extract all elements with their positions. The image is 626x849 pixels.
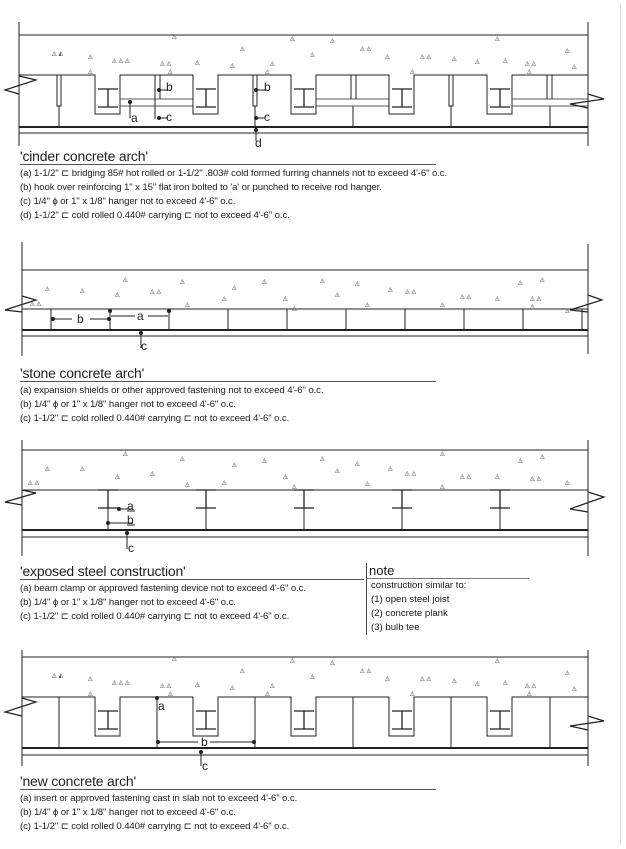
- legend-item-b: (b) 1/4" ϕ or 1" x 1/8" hanger not to exceed 4'-6" o.c.: [20, 807, 236, 818]
- svg-text:◬: ◬: [320, 277, 325, 284]
- cinder-concrete-arch-drawing: [0, 20, 626, 150]
- svg-text:◬: ◬: [540, 276, 545, 283]
- svg-text:◬: ◬: [503, 57, 508, 64]
- svg-text:◬: ◬: [320, 455, 325, 462]
- svg-text:◬: ◬: [388, 286, 393, 293]
- svg-text:◬: ◬: [518, 279, 523, 286]
- svg-text:◬: ◬: [388, 465, 393, 472]
- svg-text:◬ ◬: ◬ ◬: [525, 60, 537, 67]
- callout-b: b: [264, 80, 271, 94]
- stone-concrete-arch-drawing: [0, 240, 626, 360]
- note-item: (1) open steel joist: [366, 593, 529, 607]
- legend-item-b: (b) hook over reinforcing 1" x 15" flat iron bolted to 'a' or punched to receive rod hanger.: [20, 182, 382, 193]
- svg-text:◬ ◬: ◬ ◬: [360, 45, 372, 52]
- svg-text:◬: ◬: [230, 684, 235, 691]
- svg-text:◬: ◬: [232, 461, 237, 468]
- svg-text:◬: ◬: [440, 483, 445, 490]
- svg-text:◬: ◬: [530, 303, 535, 310]
- svg-text:◬: ◬: [440, 301, 445, 308]
- svg-text:◬: ◬: [310, 673, 315, 680]
- svg-text:◬: ◬: [180, 278, 185, 285]
- callout-c: c: [202, 759, 208, 773]
- cinder-concrete-arch-legend: [20, 148, 447, 223]
- svg-text:◬: ◬: [495, 295, 500, 302]
- callout-a: a: [137, 309, 144, 323]
- svg-text:◬ ◬: ◬ ◬: [405, 470, 417, 477]
- svg-text:◬: ◬: [270, 60, 275, 67]
- svg-text:◬: ◬: [440, 450, 445, 457]
- svg-text:◬: ◬: [45, 465, 50, 472]
- svg-text:◬: ◬: [290, 657, 295, 664]
- svg-text:◬: ◬: [45, 285, 50, 292]
- svg-text:◬: ◬: [172, 33, 177, 40]
- svg-text:◬: ◬: [222, 479, 227, 486]
- svg-text:◬: ◬: [262, 278, 267, 285]
- section-title: 'new concrete arch': [20, 773, 436, 790]
- svg-text:◬ ◬: ◬ ◬: [460, 293, 472, 300]
- svg-text:◬ ◬: ◬ ◬: [525, 682, 537, 689]
- legend-item-c: (c) 1/4" ϕ or 1" x 1/8" hanger not to exceed 4'-6" o.c.: [20, 196, 236, 207]
- legend-item-a: (a) expansion shields or other approved fastening not to exceed 4'-6" o.c.: [20, 385, 324, 396]
- svg-text:◬: ◬: [495, 473, 500, 480]
- callout-b: b: [166, 80, 173, 94]
- svg-text:◬ ◬: ◬ ◬: [160, 682, 172, 689]
- svg-text:◬: ◬: [565, 669, 570, 676]
- svg-text:◬: ◬: [88, 68, 93, 75]
- legend-item-a: (a) beam clamp or approved fastening device not to exceed 4'-6" o.c.: [20, 583, 306, 594]
- exposed-steel-construction-drawing: [0, 436, 626, 560]
- svg-text:◬: ◬: [335, 467, 340, 474]
- legend-item-c: (c) 1-1/2" ⊏ cold rolled 0.440# carrying ⊏ not to exceed 4'-6" o.c.: [20, 611, 290, 622]
- svg-text:◬: ◬: [168, 690, 173, 697]
- svg-text:◬: ◬: [565, 47, 570, 54]
- legend-item-a: (a) insert or approved fastening cast in slab not to exceed 4'-6" o.c.: [20, 793, 298, 804]
- callout-c: c: [166, 110, 172, 124]
- svg-text:◬: ◬: [527, 690, 532, 697]
- svg-text:◬ ◬: ◬ ◬: [460, 473, 472, 480]
- svg-text:◬ ◬: ◬ ◬: [530, 295, 542, 302]
- svg-text:◬: ◬: [495, 35, 500, 42]
- svg-text:◬: ◬: [185, 301, 190, 308]
- svg-text:◬: ◬: [80, 465, 85, 472]
- svg-text:◬ ◬: ◬ ◬: [28, 479, 40, 486]
- svg-text:◬: ◬: [88, 675, 93, 682]
- section-title: 'cinder concrete arch': [20, 148, 436, 165]
- exposed-steel-construction-legend: [20, 563, 364, 624]
- svg-text:◬: ◬: [88, 690, 93, 697]
- svg-text:◬ ◬: ◬ ◬: [160, 60, 172, 67]
- callout-c: c: [264, 110, 270, 124]
- stone-concrete-arch-legend: [20, 365, 436, 426]
- svg-text:◬: ◬: [168, 68, 173, 75]
- svg-text:◬: ◬: [335, 291, 340, 298]
- callout-c: c: [141, 339, 147, 353]
- svg-text:◬ ◬ ◬: ◬ ◬ ◬: [112, 57, 130, 64]
- note-title: note: [366, 563, 529, 579]
- svg-text:◬ ◬ ◬: ◬ ◬ ◬: [112, 679, 130, 686]
- svg-text:◬: ◬: [265, 68, 270, 75]
- svg-text:◬: ◬: [540, 453, 545, 460]
- svg-text:◬: ◬: [123, 450, 128, 457]
- svg-text:◬: ◬: [452, 55, 457, 62]
- svg-text:◬: ◬: [80, 287, 85, 294]
- callout-b: b: [201, 735, 208, 749]
- svg-text:◬: ◬: [172, 655, 177, 662]
- svg-text:◬: ◬: [385, 675, 390, 682]
- legend-item-d: (d) 1-1/2" ⊏ cold rolled 0.440# carrying ⊏ not to exceed 4'-6" o.c.: [20, 210, 290, 221]
- legend-item-c: (c) 1-1/2" ⊏ cold rolled 0.440# carrying ⊏ not to exceed 4'-6" o.c.: [20, 821, 290, 832]
- section-title: 'stone concrete arch': [20, 365, 436, 382]
- svg-text:◬: ◬: [292, 483, 297, 490]
- callout-a: a: [127, 499, 134, 513]
- callout-a: a: [158, 699, 165, 713]
- svg-text:◬: ◬: [262, 457, 267, 464]
- svg-text:◬: ◬: [572, 63, 577, 70]
- svg-text:◬: ◬: [88, 53, 93, 60]
- svg-text:◬: ◬: [410, 690, 415, 697]
- svg-text:◬ ◬: ◬ ◬: [420, 675, 432, 682]
- svg-text:◬: ◬: [355, 280, 360, 287]
- callout-c: c: [128, 541, 134, 555]
- svg-text:◬: ◬: [292, 305, 297, 312]
- svg-text:◬ ◬: ◬ ◬: [530, 475, 542, 482]
- svg-text:◬: ◬: [240, 667, 245, 674]
- svg-text:◬: ◬: [518, 457, 523, 464]
- svg-text:◬: ◬: [283, 473, 288, 480]
- svg-text:◬: ◬: [330, 659, 335, 666]
- svg-text:◬: ◬: [565, 479, 570, 486]
- svg-text:◬: ◬: [195, 59, 200, 66]
- svg-text:◬: ◬: [115, 291, 120, 298]
- callout-b: b: [127, 513, 134, 527]
- svg-text:◬: ◬: [115, 473, 120, 480]
- svg-text:◬: ◬: [365, 301, 370, 308]
- callout-b: b: [77, 312, 84, 326]
- svg-text:◬ ◬: ◬ ◬: [30, 300, 42, 307]
- svg-text:◬: ◬: [365, 480, 370, 487]
- svg-text:◬: ◬: [123, 276, 128, 283]
- svg-text:◬: ◬: [270, 682, 275, 689]
- svg-text:◬: ◬: [475, 680, 480, 687]
- callout-d: d: [255, 136, 262, 150]
- note-block: [366, 563, 529, 635]
- svg-text:◬ ◬: ◬ ◬: [150, 288, 162, 295]
- legend-item-b: (b) 1/4" ϕ or 1" x 1/8" hanger not to exceed 4'-6" o.c.: [20, 597, 236, 608]
- svg-text:◬ ◭: ◬ ◭: [52, 50, 64, 57]
- svg-text:◬: ◬: [230, 62, 235, 69]
- note-item: construction similar to:: [366, 579, 529, 593]
- note-item: (2) concrete plank: [366, 607, 529, 621]
- svg-text:◬ ◬: ◬ ◬: [405, 288, 417, 295]
- svg-text:◬ ◬: ◬ ◬: [420, 53, 432, 60]
- svg-text:◬: ◬: [355, 460, 360, 467]
- svg-text:◬: ◬: [527, 68, 532, 75]
- new-concrete-arch-drawing: [0, 648, 626, 773]
- section-title: 'exposed steel construction': [20, 563, 364, 580]
- new-concrete-arch-legend: [20, 773, 436, 834]
- legend-item-a: (a) 1-1/2" ⊏ bridging 85# hot rolled or 1-1/2" .803# cold formed furring channels not to exceed 4'-6" o.c.: [20, 168, 448, 179]
- svg-text:◬: ◬: [232, 284, 237, 291]
- svg-text:◬: ◬: [565, 307, 570, 314]
- svg-text:◬: ◬: [330, 37, 335, 44]
- svg-text:◬: ◬: [283, 295, 288, 302]
- svg-text:◬: ◬: [240, 45, 245, 52]
- svg-text:◬: ◬: [150, 470, 155, 477]
- note-item: (3) bulb tee: [366, 621, 529, 635]
- callout-a: a: [131, 111, 138, 125]
- svg-text:◬: ◬: [265, 690, 270, 697]
- svg-text:◬: ◬: [452, 677, 457, 684]
- svg-text:◬: ◬: [410, 68, 415, 75]
- svg-text:◬: ◬: [310, 51, 315, 58]
- svg-text:◬: ◬: [385, 53, 390, 60]
- svg-text:◬ ◬: ◬ ◬: [360, 667, 372, 674]
- svg-text:◬: ◬: [222, 295, 227, 302]
- legend-item-c: (c) 1-1/2" ⊏ cold rolled 0.440# carrying ⊏ not to exceed 4'-6" o.c.: [20, 413, 290, 424]
- svg-text:◬: ◬: [572, 685, 577, 692]
- svg-text:◬: ◬: [195, 681, 200, 688]
- svg-text:◬: ◬: [495, 657, 500, 664]
- svg-text:◬: ◬: [475, 58, 480, 65]
- svg-text:◬: ◬: [185, 481, 190, 488]
- legend-item-b: (b) 1/4" ϕ or 1" x 1/8" hanger not to exceed 4'-6" o.c.: [20, 399, 236, 410]
- svg-text:◬: ◬: [180, 455, 185, 462]
- svg-text:◬ ◭: ◬ ◭: [52, 672, 64, 679]
- svg-text:◬: ◬: [290, 35, 295, 42]
- svg-text:◬: ◬: [503, 679, 508, 686]
